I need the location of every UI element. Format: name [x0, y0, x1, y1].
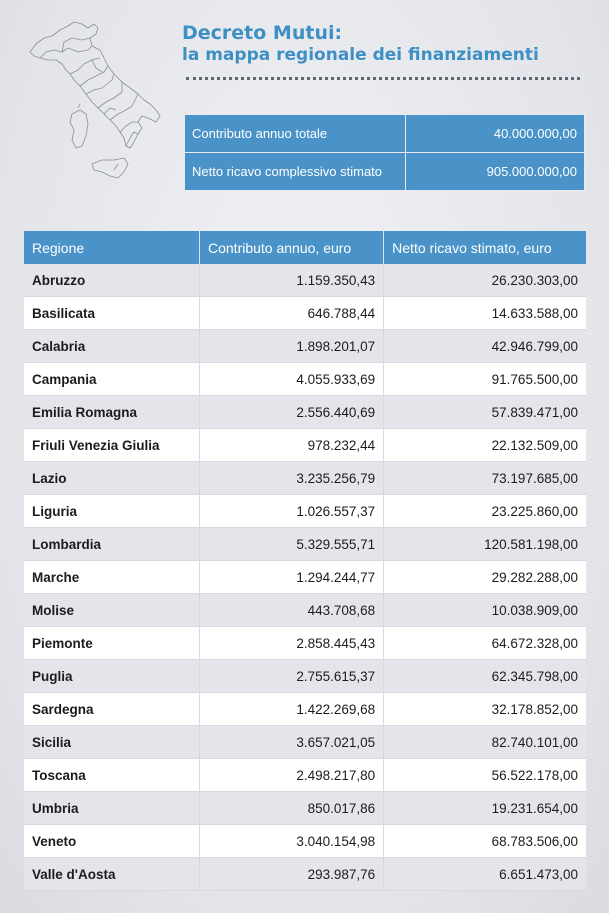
cell-netto: 42.946.799,00: [384, 330, 586, 363]
cell-regione: Piemonte: [24, 627, 200, 660]
cell-contributo: 1.294.244,77: [200, 561, 384, 594]
cell-netto: 19.231.654,00: [384, 792, 586, 825]
cell-netto: 32.178.852,00: [384, 693, 586, 726]
summary-value: 905.000.000,00: [406, 153, 585, 191]
cell-netto: 57.839.471,00: [384, 396, 586, 429]
summary-table: [184, 114, 585, 191]
table-row: [24, 726, 586, 759]
table-row: [24, 396, 586, 429]
cell-contributo: 1.026.557,37: [200, 495, 384, 528]
table-row: [24, 792, 586, 825]
table-row: [24, 330, 586, 363]
table-row: [24, 528, 586, 561]
cell-contributo: 850.017,86: [200, 792, 384, 825]
cell-netto: 62.345.798,00: [384, 660, 586, 693]
cell-regione: Valle d'Aosta: [24, 858, 200, 891]
cell-regione: Puglia: [24, 660, 200, 693]
cell-regione: Umbria: [24, 792, 200, 825]
cell-regione: Calabria: [24, 330, 200, 363]
cell-netto: 22.132.509,00: [384, 429, 586, 462]
summary-label: Netto ricavo complessivo stimato: [185, 153, 406, 191]
table-row: [24, 594, 586, 627]
cell-regione: Sardegna: [24, 693, 200, 726]
cell-contributo: 5.329.555,71: [200, 528, 384, 561]
cell-regione: Liguria: [24, 495, 200, 528]
cell-contributo: 1.159.350,43: [200, 264, 384, 297]
table-row: [24, 627, 586, 660]
cell-contributo: 3.040.154,98: [200, 825, 384, 858]
cell-regione: Toscana: [24, 759, 200, 792]
dotted-divider: [186, 77, 580, 80]
cell-regione: Lazio: [24, 462, 200, 495]
cell-contributo: 978.232,44: [200, 429, 384, 462]
table-row: [24, 429, 586, 462]
cell-contributo: 2.755.615,37: [200, 660, 384, 693]
table-row: [24, 264, 586, 297]
cell-contributo: 2.858.445,43: [200, 627, 384, 660]
cell-regione: Sicilia: [24, 726, 200, 759]
cell-regione: Friuli Venezia Giulia: [24, 429, 200, 462]
cell-contributo: 1.898.201,07: [200, 330, 384, 363]
cell-regione: Marche: [24, 561, 200, 594]
table-row: [24, 561, 586, 594]
table-header-row: [24, 231, 586, 264]
cell-contributo: 1.422.269,68: [200, 693, 384, 726]
table-row: [24, 759, 586, 792]
cell-contributo: 646.788,44: [200, 297, 384, 330]
cell-netto: 82.740.101,00: [384, 726, 586, 759]
table-row: [24, 462, 586, 495]
cell-netto: 64.672.328,00: [384, 627, 586, 660]
title-line-2: la mappa regionale dei finanziamenti: [182, 45, 539, 65]
table-row: [24, 297, 586, 330]
table-row: [24, 363, 586, 396]
italy-map-icon: [22, 14, 172, 190]
column-header-regione: Regione: [24, 231, 200, 264]
summary-row: [185, 153, 585, 191]
page-title: [182, 22, 582, 66]
table-row: [24, 693, 586, 726]
table-row: [24, 825, 586, 858]
summary-value: 40.000.000,00: [406, 115, 585, 153]
cell-netto: 26.230.303,00: [384, 264, 586, 297]
cell-contributo: 293.987,76: [200, 858, 384, 891]
cell-regione: Campania: [24, 363, 200, 396]
cell-netto: 10.038.909,00: [384, 594, 586, 627]
cell-regione: Emilia Romagna: [24, 396, 200, 429]
cell-netto: 14.633.588,00: [384, 297, 586, 330]
cell-contributo: 4.055.933,69: [200, 363, 384, 396]
cell-regione: Basilicata: [24, 297, 200, 330]
cell-regione: Abruzzo: [24, 264, 200, 297]
cell-netto: 56.522.178,00: [384, 759, 586, 792]
cell-contributo: 2.498.217,80: [200, 759, 384, 792]
column-header-netto: Netto ricavo stimato, euro: [384, 231, 586, 264]
table-row: [24, 858, 586, 891]
cell-netto: 29.282.288,00: [384, 561, 586, 594]
cell-regione: Molise: [24, 594, 200, 627]
table-row: [24, 495, 586, 528]
cell-netto: 73.197.685,00: [384, 462, 586, 495]
cell-contributo: 2.556.440,69: [200, 396, 384, 429]
column-header-contributo: Contributo annuo, euro: [200, 231, 384, 264]
title-line-1: Decreto Mutui:: [182, 22, 343, 44]
cell-netto: 120.581.198,00: [384, 528, 586, 561]
cell-contributo: 3.235.256,79: [200, 462, 384, 495]
cell-contributo: 3.657.021,05: [200, 726, 384, 759]
cell-contributo: 443.708,68: [200, 594, 384, 627]
regional-table: [24, 231, 586, 891]
cell-regione: Veneto: [24, 825, 200, 858]
summary-label: Contributo annuo totale: [185, 115, 406, 153]
cell-regione: Lombardia: [24, 528, 200, 561]
summary-row: [185, 115, 585, 153]
cell-netto: 23.225.860,00: [384, 495, 586, 528]
table-row: [24, 660, 586, 693]
cell-netto: 91.765.500,00: [384, 363, 586, 396]
cell-netto: 68.783.506,00: [384, 825, 586, 858]
cell-netto: 6.651.473,00: [384, 858, 586, 891]
